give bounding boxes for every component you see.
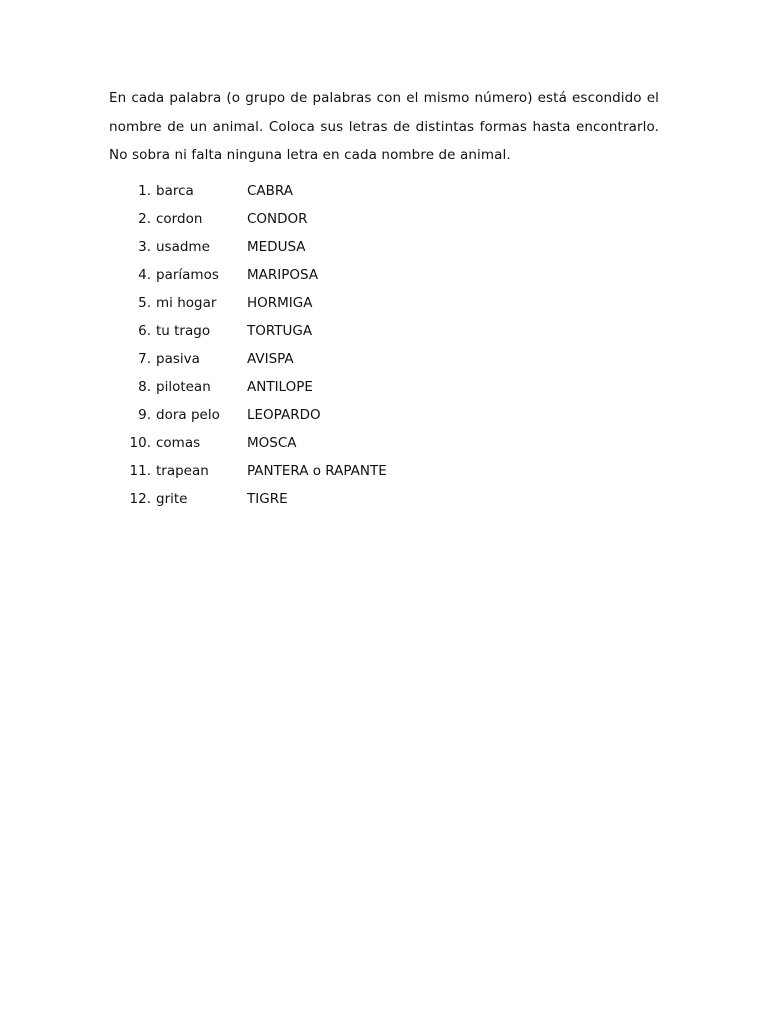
animal-answer: CABRA: [247, 183, 293, 199]
scrambled-word: mi hogar: [156, 295, 217, 311]
scrambled-word: comas: [156, 435, 201, 451]
list-item: [109, 289, 609, 317]
item-number: 5.: [138, 295, 151, 311]
scrambled-word: tu trago: [156, 323, 211, 339]
scrambled-word: pilotean: [156, 379, 211, 395]
animal-answer: TORTUGA: [247, 323, 313, 339]
item-number: 1.: [138, 183, 151, 199]
list-item: [109, 401, 609, 429]
list-item: [109, 261, 609, 289]
animal-answer: MOSCA: [247, 435, 297, 451]
list-item: [109, 205, 609, 233]
list-item: [109, 485, 609, 513]
item-number: 7.: [138, 351, 151, 367]
scrambled-word: dora pelo: [156, 407, 220, 423]
item-number: 4.: [138, 267, 151, 283]
animal-answer: MEDUSA: [247, 239, 306, 255]
animal-answer: PANTERA o RAPANTE: [247, 463, 387, 479]
item-number: 12.: [129, 491, 151, 507]
item-number: 9.: [138, 407, 151, 423]
scrambled-word: usadme: [156, 239, 210, 255]
animal-answer: TIGRE: [247, 491, 288, 507]
animal-answer: HORMIGA: [247, 295, 313, 311]
scrambled-word: pasiva: [156, 351, 200, 367]
animal-answer: ANTILOPE: [247, 379, 313, 395]
list-item: [109, 429, 609, 457]
item-number: 8.: [138, 379, 151, 395]
list-item: [109, 317, 609, 345]
list-item: [109, 233, 609, 261]
anagram-answer-list: [109, 177, 609, 513]
scrambled-word: paríamos: [156, 267, 219, 283]
scrambled-word: grite: [156, 491, 188, 507]
item-number: 6.: [138, 323, 151, 339]
scrambled-word: barca: [156, 183, 194, 199]
item-number: 10.: [129, 435, 151, 451]
list-item: [109, 457, 609, 485]
item-number: 11.: [129, 463, 151, 479]
list-item: [109, 177, 609, 205]
animal-answer: LEOPARDO: [247, 407, 321, 423]
item-number: 2.: [138, 211, 151, 227]
animal-answer: CONDOR: [247, 211, 308, 227]
instructions-paragraph: En cada palabra (o grupo de palabras con el mismo número) está escondido el nombre de un animal. Coloca sus letras de distintas formas hasta encontrarlo. No sobra ni falta ninguna letra en cada nombre de animal.: [109, 90, 659, 163]
animal-answer: AVISPA: [247, 351, 294, 367]
animal-answer: MARIPOSA: [247, 267, 319, 283]
scrambled-word: cordon: [156, 211, 203, 227]
scrambled-word: trapean: [156, 463, 209, 479]
list-item: [109, 345, 609, 373]
item-number: 3.: [138, 239, 151, 255]
list-item: [109, 373, 609, 401]
